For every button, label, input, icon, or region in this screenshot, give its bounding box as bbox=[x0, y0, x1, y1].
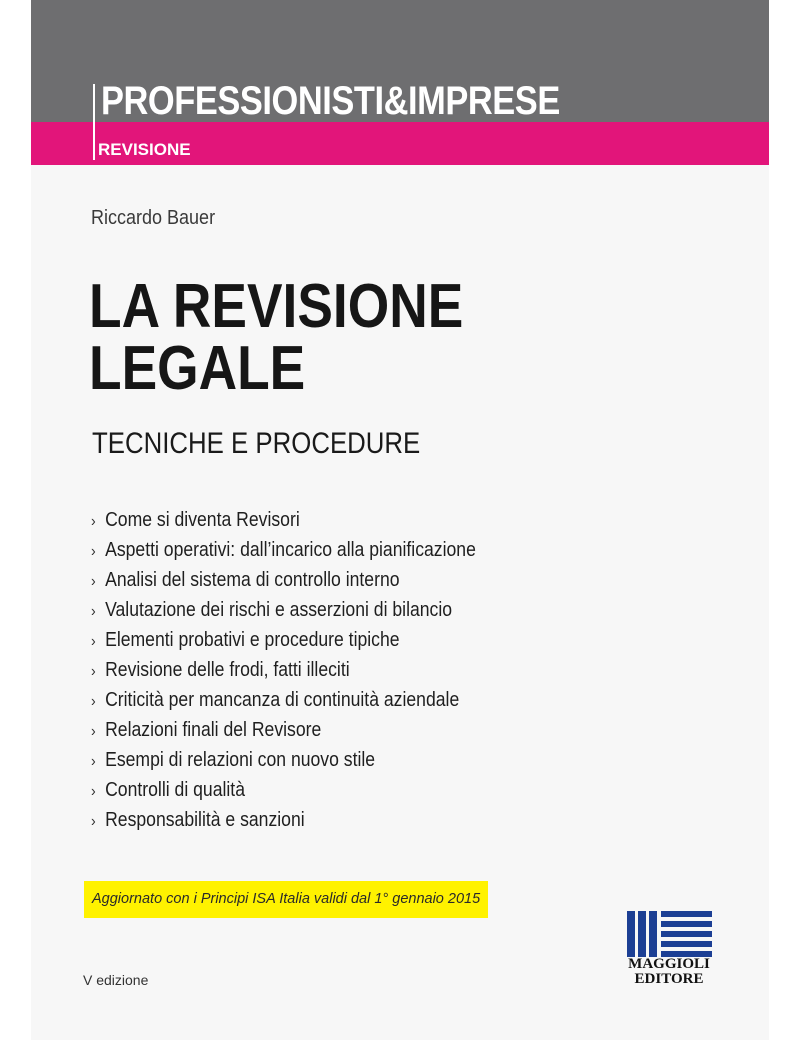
topic-item bbox=[91, 685, 476, 715]
topic-item bbox=[91, 805, 476, 835]
topic-item bbox=[91, 565, 476, 595]
topic-text: Analisi del sistema di controllo interno bbox=[105, 569, 400, 591]
publisher-logo-icon bbox=[624, 910, 714, 958]
topic-item bbox=[91, 535, 476, 565]
topic-text: Responsabilità e sanzioni bbox=[105, 809, 305, 831]
topic-item bbox=[91, 595, 476, 625]
book-cover bbox=[31, 0, 769, 1040]
topic-text: Criticità per mancanza di continuità aziendale bbox=[105, 689, 460, 711]
chevron-right-icon: › bbox=[91, 543, 96, 560]
author-name: Riccardo Bauer bbox=[91, 207, 216, 229]
topic-text: Controlli di qualità bbox=[105, 779, 245, 801]
topic-text: Elementi probativi e procedure tipiche bbox=[105, 629, 400, 651]
series-rule bbox=[93, 84, 95, 160]
topic-text: Aspetti operativi: dall’incarico alla pianificazione bbox=[105, 539, 476, 561]
chevron-right-icon: › bbox=[91, 813, 96, 830]
update-note: Aggiornato con i Principi ISA Italia validi dal 1° gennaio 2015 bbox=[92, 891, 481, 907]
chevron-right-icon: › bbox=[91, 753, 96, 770]
topic-text: Revisione delle frodi, fatti illeciti bbox=[105, 659, 350, 681]
topic-text: Valutazione dei rischi e asserzioni di bilancio bbox=[105, 599, 453, 621]
topic-text: Relazioni finali del Revisore bbox=[105, 719, 322, 741]
topic-item bbox=[91, 715, 476, 745]
publisher-name-line-1: MAGGIOLI bbox=[628, 956, 710, 972]
book-title-line-1: LA REVISIONE bbox=[89, 272, 464, 341]
edition-label: V edizione bbox=[83, 972, 149, 988]
update-note-highlight bbox=[84, 881, 488, 918]
topic-item bbox=[91, 625, 476, 655]
subseries-label: REVISIONE bbox=[98, 140, 191, 159]
topic-item bbox=[91, 655, 476, 685]
topic-item bbox=[91, 745, 476, 775]
chevron-right-icon: › bbox=[91, 783, 96, 800]
book-title-line-2: LEGALE bbox=[89, 334, 306, 403]
topic-list bbox=[91, 505, 476, 835]
series-name: PROFESSIONISTI&IMPRESE bbox=[101, 79, 560, 123]
publisher-name-line-2: EDITORE bbox=[634, 971, 704, 987]
chevron-right-icon: › bbox=[91, 663, 96, 680]
book-title bbox=[89, 272, 464, 403]
publisher-logo bbox=[624, 910, 714, 988]
book-subtitle: TECNICHE E PROCEDURE bbox=[92, 427, 421, 460]
chevron-right-icon: › bbox=[91, 633, 96, 650]
chevron-right-icon: › bbox=[91, 693, 96, 710]
chevron-right-icon: › bbox=[91, 573, 96, 590]
topic-text: Come si diventa Revisori bbox=[105, 509, 300, 531]
topic-item bbox=[91, 775, 476, 805]
topic-item bbox=[91, 505, 476, 535]
chevron-right-icon: › bbox=[91, 723, 96, 740]
chevron-right-icon: › bbox=[91, 603, 96, 620]
chevron-right-icon: › bbox=[91, 513, 96, 530]
topic-text: Esempi di relazioni con nuovo stile bbox=[105, 749, 376, 771]
